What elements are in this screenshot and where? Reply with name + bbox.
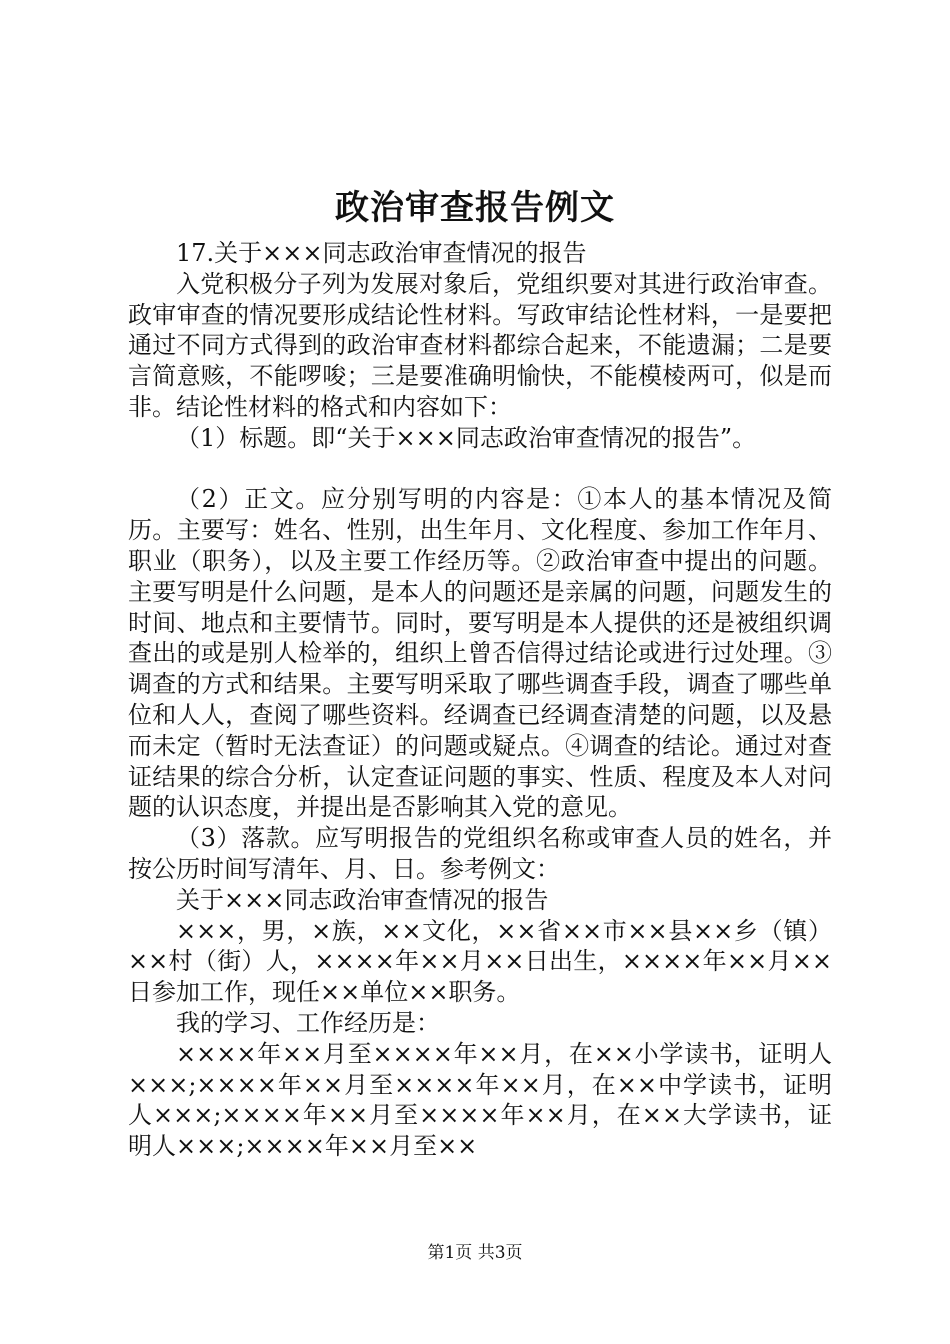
document-body (128, 238, 832, 1162)
paragraph-signature-section: （3）落款。应写明报告的党组织名称或审查人员的姓名，并按公历时间写清年、月、日。参考例文： (128, 824, 832, 883)
page-footer: 第1页 共3页 (427, 1243, 523, 1263)
paragraph-example-history-intro: 我的学习、工作经历是： (176, 1008, 440, 1037)
paragraph-example-basic-info: ×××，男，×族，××文化，××省××市××县××乡（镇）××村（街）人，××××年××月××日出生，××××年××月××日参加工作，现任××单位××职务。 (128, 916, 832, 1007)
paragraph-body-section: （2）正文。应分别写明的内容是：①本人的基本情况及简历。主要写：姓名、性别，出生年月、文化程度、参加工作年月、职业（职务），以及主要工作经历等。②政治审查中提出的问题。主要写明是什么问题，是本人的问题还是亲属的问题，问题发生的时间、地点和主要情节。同时，要写明是本人提供的还是被组织调查出的或是别人检举的，组织上曾否信得过结论或进行过处理。③调查的方式和结果。主要写明采取了哪些调查手段，调查了哪些单位和人人，查阅了哪些资料。经调查已经调查清楚的问题，以及悬而未定（暂时无法查证）的问题或疑点。④调查的结论。通过对查证结果的综合分析，认定查证问题的事实、性质、程度及本人对问题的认识态度，并提出是否影响其入党的意见。 (128, 485, 832, 822)
document-title: 政治审查报告例文 (335, 188, 615, 228)
paragraph-example-history: ××××年××月至××××年××月，在××小学读书，证明人×××;××××年××月至××××年××月，在××中学读书，证明人×××;××××年××月至××××年××月，在××大学读书，证明人×××;××××年××月至×× (128, 1039, 832, 1161)
paragraph-title-section: （1）标题。即“关于×××同志政治审查情况的报告”。 (176, 423, 757, 452)
paragraph-example-title: 关于×××同志政治审查情况的报告 (176, 885, 549, 914)
paragraph-intro: 入党积极分子列为发展对象后，党组织要对其进行政治审查。政审审查的情况要形成结论性材料。写政审结论性材料，一是要把通过不同方式得到的政治审查材料都综合起来，不能遗漏；二是要言简意赅，不能啰唆；三是要准确明愉快，不能模棱两可，似是而非。结论性材料的格式和内容如下： (128, 269, 832, 421)
paragraph-report-heading: 17.关于×××同志政治审查情况的报告 (176, 239, 587, 267)
